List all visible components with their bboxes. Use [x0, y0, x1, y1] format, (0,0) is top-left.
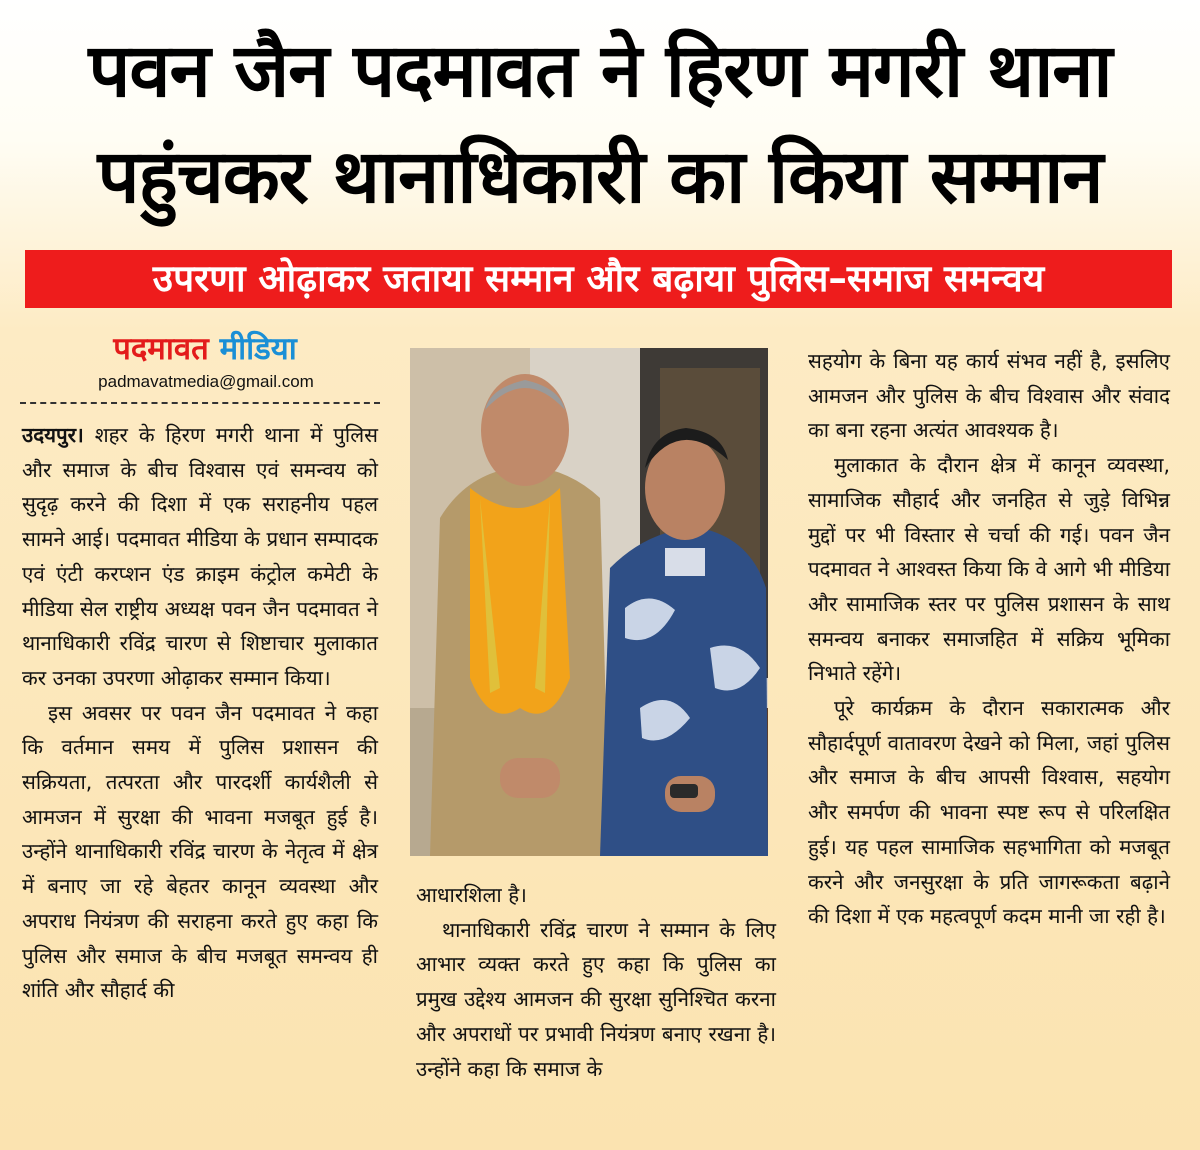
article-paragraph: पूरे कार्यक्रम के दौरान सकारात्मक और सौहार्दपूर्ण वातावरण देखने को मिला, जहां पुलिस और समाज के बीच आपसी विश्वास, सहयोग और समर्पण की भावना स्पष्ट रूप से परिलक्षित हुई। यह पहल सामाजिक सहभागिता को मजबूत करने और जनसुरक्षा के प्रति जागरूकता बढ़ाने की दिशा में एक महत्वपूर्ण कदम मानी जा रही है।: [808, 696, 1170, 929]
subheadline-banner: उपरणा ओढ़ाकर जताया सम्मान और बढ़ाया पुलिस–समाज समन्वय: [25, 250, 1172, 308]
news-photo: [410, 348, 768, 856]
headline: [0, 18, 1200, 230]
dashed-divider: [20, 402, 380, 404]
brand-name-part1: पदमावत: [113, 331, 209, 367]
article-paragraph: आधारशिला है।: [416, 883, 527, 907]
article-column-2: [416, 878, 776, 1086]
article-paragraph: थानाधिकारी रविंद्र चारण ने सम्मान के लिए आभार व्यक्त करते हुए कहा कि पुलिस का प्रमुख उद्देश्य आमजन की सुरक्षा सुनिश्चित करना और अपराधों पर प्रभावी नियंत्रण बनाए रखना है। उन्होंने कहा कि समाज के: [416, 917, 776, 1081]
brand-name-part2: मीडिया: [219, 331, 297, 367]
headline-line-1: पवन जैन पदमावत ने हिरण मगरी थाना: [88, 28, 1112, 114]
article-paragraph: इस अवसर पर पवन जैन पदमावत ने कहा कि वर्तमान समय में पुलिस प्रशासन की सक्रियता, तत्परता और पारदर्शी कार्यशैली से आमजन में सुरक्षा की भावना मजबूत हुई है। उन्होंने थानाधिकारी रविंद्र चारण के नेतृत्व में क्षेत्र में बनाए जा रहे बेहतर कानून व्यवस्था और अपराध नियंत्रण की सराहना करते हुए कहा कि पुलिस और समाज के बीच मजबूत समन्वय ही शांति और सौहार्द की: [22, 700, 378, 1003]
article-column-3: [808, 344, 1170, 934]
brand-logo: [80, 330, 330, 368]
brand-email: padmavatmedia@gmail.com: [98, 372, 314, 391]
article-paragraph: मुलाकात के दौरान क्षेत्र में कानून व्यवस्था, सामाजिक सौहार्द और जनहित से जुड़े विभिन्न मुद्दों पर भी विस्तार से चर्चा की गई। पवन जैन पदमावत ने आश्वस्त किया कि वे आगे भी मीडिया और सामाजिक स्तर पर पुलिस प्रशासन के साथ समन्वय बनाकर समाजहित में सक्रिय भूमिका निभाते रहेंगे।: [808, 453, 1170, 686]
article-column-1: [22, 418, 378, 1008]
dateline: उदयपुर।: [22, 423, 84, 447]
paragraph-text: शहर के हिरण मगरी थाना में पुलिस और समाज के बीच विश्वास एवं समन्वय को सुदृढ़ करने की दिशा में एक सराहनीय पहल सामने आई। पदमावत मीडिया के प्रधान सम्पादक एवं एंटी करप्शन एंड क्राइम कंट्रोल कमेटी के मीडिया सेल राष्ट्रीय अध्यक्ष पवन जैन पदमावत ने थानाधिकारी रविंद्र चारण से शिष्टाचार मुलाकात कर उनका उपरणा ओढ़ाकर सम्मान किया।: [22, 423, 378, 690]
headline-line-2: पहुंचकर थानाधिकारी का किया सम्मान: [97, 134, 1103, 220]
article-paragraph: [22, 418, 378, 696]
article-paragraph: सहयोग के बिना यह कार्य संभव नहीं है, इसलिए आमजन और पुलिस के बीच विश्वास और संवाद का बना रहना अत्यंत आवश्यक है।: [808, 349, 1170, 443]
